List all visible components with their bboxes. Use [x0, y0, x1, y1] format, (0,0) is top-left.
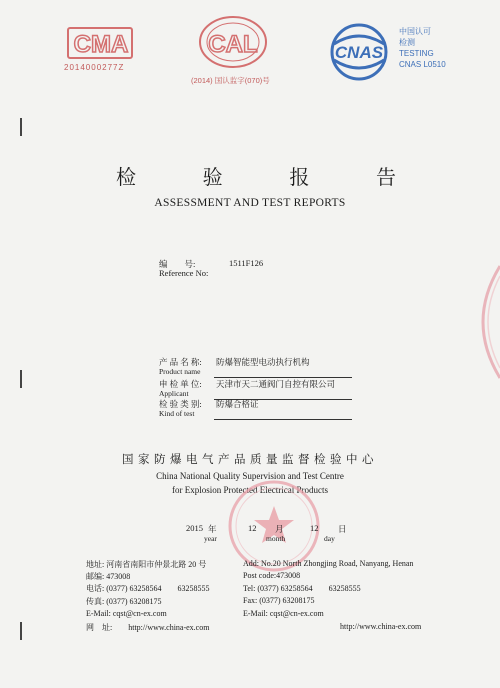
issuer-name-en-2: for Explosion Protected Electrical Products	[172, 485, 328, 495]
date-yue: 月	[275, 524, 284, 534]
title-char: 报	[289, 167, 310, 189]
cma-logo	[66, 22, 136, 60]
applicant-value: 天津市天二通阀门自控有限公司	[216, 379, 336, 389]
website-en[interactable]: http://www.china-ex.com	[340, 622, 422, 631]
fax-en: Fax: (0377) 63208175	[243, 596, 315, 605]
email-cn: E-Mail: cqst@cn-ex.com	[86, 609, 167, 618]
cnas-line4: CNAS L0510	[399, 60, 446, 69]
cnas-line3: TESTING	[399, 49, 434, 58]
telephone-cn: 电话: (0377) 63258564 63258555	[86, 584, 210, 593]
kind-of-test-value: 防爆合格证	[216, 399, 259, 409]
binding-mark	[20, 622, 22, 640]
date-month-label: month	[266, 534, 286, 543]
reference-label-cn: 编 号:	[159, 259, 196, 269]
address-en: Add: No.20 North Zhongjing Road, Nanyang, Henan	[243, 559, 414, 568]
fax-cn: 传真: (0377) 63208175	[86, 597, 162, 606]
svg-text:CNAS: CNAS	[334, 43, 384, 62]
applicant-label-cn: 申 检 单 位:	[159, 379, 202, 389]
title-char: 检	[116, 167, 136, 189]
product-name-value: 防爆智能型电动执行机构	[216, 357, 310, 367]
date-day-label: day	[324, 534, 335, 543]
date-year: 2015	[186, 523, 203, 533]
date-nian: 年	[208, 524, 217, 534]
cnas-line1: 中国认可	[399, 27, 431, 36]
kind-label-en: Kind of test	[159, 409, 195, 418]
cnas-line2: 检测	[399, 38, 415, 47]
title-char: 告	[375, 167, 396, 189]
postcode-en: Post code:473008	[243, 571, 301, 580]
issuer-name-en-1: China National Quality Supervision and Test Centre	[156, 471, 344, 481]
edge-seal-stamp	[462, 262, 500, 382]
binding-mark	[20, 118, 22, 136]
product-label-en: Product name	[159, 367, 201, 376]
date-year-label: year	[204, 534, 217, 543]
reference-label-en: Reference No:	[159, 268, 209, 278]
telephone-en: Tel: (0377) 63258564 63258555	[243, 584, 361, 593]
svg-text:CMA: CMA	[73, 31, 129, 58]
date-day: 12	[310, 523, 319, 533]
kind-underline	[214, 419, 352, 420]
cnas-logo	[322, 22, 396, 82]
date-month: 12	[248, 523, 257, 533]
product-label-cn: 产 品 名 称:	[159, 357, 202, 367]
binding-mark	[20, 370, 22, 388]
cal-code: (2014) 国认监字(070)号	[191, 76, 270, 85]
reference-number: 1511F126	[229, 258, 264, 268]
title-char: 验	[202, 167, 223, 189]
header-logos	[0, 0, 500, 100]
kind-label-cn: 检 验 类 别:	[159, 399, 202, 409]
email-en: E-Mail: cqst@cn-ex.com	[243, 609, 324, 618]
report-title-en: ASSESSMENT AND TEST REPORTS	[154, 197, 346, 209]
cma-code: 2014000277Z	[64, 63, 125, 72]
postcode-cn: 邮编: 473008	[86, 572, 131, 581]
applicant-label-en: Applicant	[159, 389, 189, 398]
address-cn: 地址: 河南省南阳市仲景北路 20 号	[86, 560, 207, 569]
svg-text:CAL: CAL	[208, 31, 258, 58]
report-title-cn	[116, 161, 396, 190]
date-ri: 日	[338, 524, 347, 534]
cal-logo	[196, 14, 270, 74]
website-cn[interactable]: 网 址: http://www.china-ex.com	[86, 623, 210, 632]
issuer-name-cn: 国家防爆电气产品质量监督检验中心	[122, 454, 378, 466]
cnas-accreditation	[399, 26, 446, 70]
